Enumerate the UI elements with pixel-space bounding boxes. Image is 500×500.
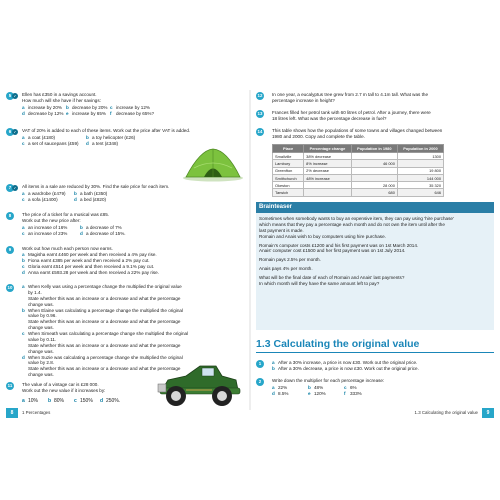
option-text: 250%.: [106, 397, 121, 404]
option-text: When Elaine was calculating a percentage change the multiplied the original: [28, 307, 184, 313]
question-text: All items in a sale are reduced by 30%. Find the sale price for each item.: [22, 184, 170, 189]
option-text: a bed (£820): [80, 196, 107, 202]
option-text: a tent (£348): [92, 140, 119, 146]
option-letter: b: [86, 134, 89, 140]
question-text: 18 litres left. What was the percentage decrease in fuel?: [272, 115, 387, 121]
question-number: 5: [6, 92, 14, 100]
difficulty-marker: ✓: [13, 94, 17, 98]
right-page: [256, 92, 494, 402]
table-cell: [304, 189, 352, 196]
question-text: percentage increase in height?: [272, 97, 335, 103]
option-text: an increase of 16%: [28, 224, 68, 230]
option-text: State whether this was an increase or a decrease and what the percentage: [28, 319, 181, 325]
right-page-footer: [404, 408, 494, 418]
option-letter: e: [308, 390, 311, 396]
left-page: [6, 92, 246, 402]
question-number: 13: [257, 111, 263, 116]
option-text: State whether this was an increase or a decrease and what the percentage: [28, 295, 181, 301]
table-cell: 19 800: [397, 167, 443, 174]
brainteaser-text: last payment is made.: [259, 227, 304, 233]
option-letter: d: [86, 140, 89, 146]
question-badge: [6, 246, 22, 254]
question-number: 14: [257, 129, 263, 134]
question-5: [6, 92, 246, 118]
option-letter: b: [66, 104, 69, 110]
option-letter: a: [272, 384, 275, 390]
question-number: 12: [257, 93, 263, 98]
question-text: In one year, a eucalyptus tree grew from 2.7 m tall to 4.1m tall. What was the: [272, 92, 429, 97]
option-letter: a: [22, 134, 25, 140]
question-badge: [256, 128, 272, 136]
option-text: a coat (£180): [28, 134, 56, 140]
option-letter: a: [22, 224, 25, 230]
option-text: 150%: [80, 397, 93, 404]
question-badge: [256, 110, 272, 118]
brainteaser-box: [256, 202, 494, 330]
option-letter: d: [22, 110, 25, 116]
question-12: [256, 92, 494, 106]
option-text: Magisha earnt £460 per week and then received a 4% pay rise.: [28, 251, 157, 257]
option-letter: b: [80, 224, 83, 230]
column-header: Population in 2000: [397, 145, 443, 153]
question-number: 1: [256, 360, 264, 368]
question-9: [6, 246, 246, 276]
option-letter: c: [22, 196, 25, 202]
table-cell: Okeston: [273, 182, 304, 189]
option-letter: c: [74, 397, 77, 404]
brainteaser-title: Brainteaser: [256, 202, 494, 213]
option-letter: b: [22, 257, 25, 263]
option-text: Anna earnt £593.28 per week and then received a 22% pay rise.: [28, 269, 160, 275]
question-text: Work out the new price after:: [22, 217, 81, 223]
table-cell: 680: [351, 189, 397, 196]
table-row: [273, 182, 444, 189]
question-text: 1980 and 2000. Copy and complete the table.: [272, 133, 365, 139]
option-text: change was.: [28, 301, 54, 307]
question-number: 8: [6, 212, 14, 220]
book-gutter: [249, 90, 251, 410]
table-cell: [397, 160, 443, 167]
option-letter: b: [22, 307, 25, 313]
column-header: Place: [273, 145, 304, 153]
question-7: [6, 184, 246, 204]
option-text: After a 30% decrease, a price is now £30. Work out the original price.: [278, 365, 419, 371]
brainteaser-body: [256, 213, 494, 330]
option-letter: b: [48, 397, 52, 404]
table-cell: 46 000: [351, 160, 397, 167]
option-letter: c: [344, 384, 347, 390]
option-letter: b: [272, 365, 275, 371]
option-letter: a: [272, 360, 275, 365]
question-badge: [6, 184, 22, 192]
option-letter: a: [22, 190, 25, 196]
question-badge: [256, 92, 272, 100]
option-letter: a: [22, 284, 25, 289]
brainteaser-text: What will be the final date of each of Romain and Anais' last payments?: [259, 275, 405, 280]
option-letter: f: [344, 390, 346, 396]
table-cell: Smallville: [273, 153, 304, 160]
option-letter: a: [22, 251, 25, 257]
question-13: [256, 110, 494, 124]
population-table-wrap: [256, 144, 494, 198]
option-letter: e: [66, 110, 69, 116]
table-cell: [351, 174, 397, 181]
tent-illustration: [182, 146, 244, 182]
table-header-row: [273, 145, 444, 153]
table-cell: [351, 167, 397, 174]
option-text: 333%: [350, 390, 362, 396]
question-text: Work out how much each person now earns.: [22, 246, 113, 251]
option-text: 120%: [314, 390, 326, 396]
question-number: 9: [6, 246, 14, 254]
question-badge: [6, 284, 22, 292]
option-letter: b: [308, 384, 311, 390]
table-cell: [304, 182, 352, 189]
question-text: Work out the new value if it increases by:: [22, 387, 106, 393]
table-cell: 28 000: [351, 182, 397, 189]
table-row: [273, 167, 444, 174]
brainteaser-text: Anais' computer cost £1500 and her first payment was on 1st July 2014.: [259, 248, 406, 254]
section-rule: [256, 352, 494, 353]
option-text: increase by 20%: [28, 104, 62, 110]
option-text: an increase of 23%: [28, 230, 68, 236]
option-text: 80%: [54, 397, 65, 404]
option-text: value by 0.11.: [28, 336, 57, 342]
option-text: 8.5%: [278, 390, 289, 396]
option-letter: d: [272, 390, 275, 396]
population-table: [272, 144, 444, 197]
option-text: a sofa (£1400): [28, 196, 58, 202]
table-cell: Greenfton: [273, 167, 304, 174]
option-text: decrease by 12%: [28, 110, 64, 116]
question-badge: [6, 212, 22, 220]
table-row: [273, 189, 444, 196]
option-text: a decrease of 7%: [86, 224, 122, 230]
option-letter: a: [22, 104, 25, 110]
table-cell: Lambury: [273, 160, 304, 167]
option-text: 22%: [278, 384, 288, 390]
brainteaser-text: Romain pays 2.5% per month.: [259, 257, 321, 263]
question-2: [256, 378, 494, 400]
option-text: When Simeath was calculating a percentage change she multiplied the original: [28, 331, 189, 336]
table-cell: 2% decrease: [304, 167, 352, 174]
option-text: State whether this was an increase or a decrease and what the percentage: [28, 366, 181, 372]
option-text: 6%: [350, 384, 357, 390]
option-text: value by 0.96.: [28, 313, 57, 319]
question-number: 7: [6, 184, 14, 192]
question-badge: [6, 128, 22, 136]
table-cell: 8% increase: [304, 160, 352, 167]
option-letter: d: [100, 397, 104, 404]
brainteaser-text: Romain's computer costs £1200 and his first payment was on 1st March 2014.: [259, 242, 419, 248]
table-cell: 646: [397, 189, 443, 196]
option-letter: a: [22, 397, 25, 404]
option-text: increase by 65%: [72, 110, 106, 116]
option-text: a decrease of 15%.: [86, 230, 126, 236]
chapter-title: 1 Percentages: [22, 410, 51, 415]
table-cell: 144 000: [397, 174, 443, 181]
option-text: When Kelly was using a percentage change the multiplied the original value: [28, 284, 182, 289]
question-number: 11: [7, 383, 13, 388]
question-badge: [6, 92, 22, 100]
page-number: 8: [6, 408, 18, 418]
option-text: change was.: [28, 325, 54, 331]
question-text: Frances filled her petrol tank with 60 litres of petrol. After a journey, there were: [272, 110, 431, 115]
question-8: [6, 212, 246, 238]
option-text: decrease by 20%: [72, 104, 108, 110]
question-1: [256, 360, 494, 374]
difficulty-marker: ✓: [13, 186, 17, 190]
question-14: [256, 128, 494, 142]
question-text: VAT of 20% is added to each of these items. Work out the price after VAT is added.: [22, 128, 191, 133]
option-text: a bath (£350): [80, 190, 108, 196]
option-letter: f: [110, 110, 112, 116]
section-title: 1.3 Calculating the original value: [256, 338, 420, 350]
section-footer-title: 1.3 Calculating the original value: [414, 410, 478, 415]
table-cell: 38% decrease: [304, 153, 352, 160]
option-text: 48%: [314, 384, 324, 390]
question-number: 6: [6, 128, 14, 136]
option-text: value by 2.8.: [28, 360, 55, 366]
vintage-car-illustration: [156, 360, 242, 408]
option-text: change was.: [28, 372, 54, 378]
question-badge: [256, 378, 272, 386]
difficulty-marker: ✓: [13, 130, 17, 134]
brainteaser-text: Anais pays 4% per month.: [259, 266, 313, 272]
option-letter: d: [74, 196, 77, 202]
question-text: This table shows how the populations of some towns and villages changed between: [272, 128, 443, 133]
question-text: The price of a ticket for a musical was £85.: [22, 212, 110, 217]
table-cell: Smithchurch: [273, 174, 304, 181]
option-letter: c: [22, 263, 25, 269]
question-number: 2: [256, 378, 264, 386]
table-row: [273, 153, 444, 160]
question-badge: [6, 382, 22, 390]
question-badge: [256, 360, 272, 368]
option-text: When Suzie was calculating a percentage change she multiplied the original: [28, 354, 183, 360]
question-number: 10: [7, 285, 13, 290]
option-text: Fiona earnt £385 per week and then received a 2% pay cut.: [28, 257, 150, 263]
table-cell: 1300: [397, 153, 443, 160]
option-letter: d: [80, 230, 83, 236]
option-letter: d: [22, 269, 25, 275]
option-text: a set of saucepans (£59): [28, 140, 79, 146]
table-cell: 48% increase: [304, 174, 352, 181]
option-text: Gloria earnt £514 per week and then received a 9.1% pay cut.: [28, 263, 155, 269]
option-text: by 1.4.: [28, 289, 42, 295]
option-letter: c: [22, 230, 25, 236]
option-letter: d: [22, 354, 25, 360]
question-text: Write down the multiplier for each percentage increase:: [272, 378, 385, 383]
option-text: decrease by 65%?: [116, 110, 155, 116]
brainteaser-text: Sometimes when somebody wants to buy an expensive item, they can pay using 'hire purchase': [259, 216, 454, 221]
question-text: Ellen has £350 in a savings account.: [22, 92, 97, 97]
table-row: [273, 174, 444, 181]
question-text: How much will she have if her savings:: [22, 97, 101, 103]
option-text: 10%: [28, 397, 39, 404]
option-text: a toy helicopter (£26): [92, 134, 136, 140]
option-text: change was.: [28, 348, 54, 354]
option-letter: c: [22, 140, 25, 146]
page-number: 9: [482, 408, 494, 418]
column-header: Percentage change: [304, 145, 352, 153]
table-row: [273, 160, 444, 167]
column-header: Population in 1980: [351, 145, 397, 153]
left-page-footer: [6, 408, 96, 418]
option-text: State whether this was an increase or a decrease and what the percentage: [28, 342, 181, 348]
brainteaser-text: In which month will they have the same amount left to pay?: [259, 280, 380, 286]
option-text: a wardrobe (£479): [28, 190, 66, 196]
question-text: The value of a vintage car is £28 000.: [22, 382, 99, 387]
option-text: After a 30% increase, a price is now £30. Work out the original price.: [278, 360, 418, 365]
brainteaser-text: which means that they pay a percentage each month and do not own the item until after the: [259, 221, 445, 227]
option-letter: c: [22, 331, 25, 336]
option-letter: b: [74, 190, 77, 196]
table-cell: 35 320: [397, 182, 443, 189]
option-text: increase by 12%: [116, 104, 150, 110]
table-cell: Tarwich: [273, 189, 304, 196]
section-heading: [256, 338, 494, 354]
brainteaser-text: Romain and Anais wish to buy computers using hire purchase.: [259, 233, 386, 239]
table-cell: [351, 153, 397, 160]
option-letter: c: [110, 104, 113, 110]
